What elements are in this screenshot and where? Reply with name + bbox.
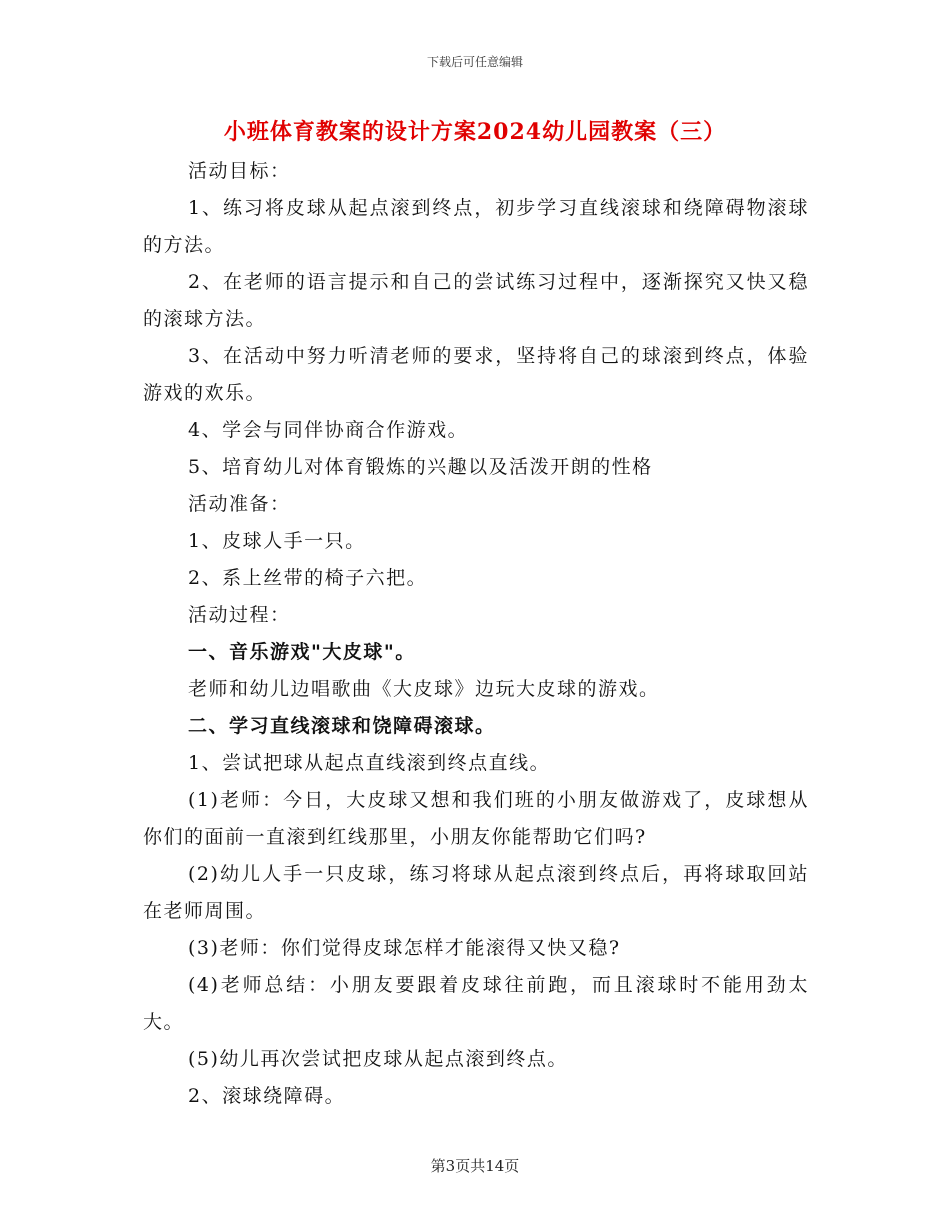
paragraph: 二、学习直线滚球和饶障碍滚球。	[188, 715, 496, 737]
paragraph: 1、尝试把球从起点直线滚到终点直线。	[188, 752, 551, 774]
paragraph: (1)老师：今日，大皮球又想和我们班的小朋友做游戏了，皮球想从你们的面前一直滚到红线那里，小朋友你能帮助它们吗?	[143, 789, 809, 848]
document-title: 小班体育教案的设计方案2024幼儿园教案（三）	[223, 119, 727, 145]
paragraph: (2)幼儿人手一只皮球，练习将球从起点滚到终点后，再将球取回站在老师周围。	[143, 863, 809, 922]
paragraph: 2、在老师的语言提示和自己的尝试练习过程中，逐渐探究又快又稳的滚球方法。	[143, 271, 809, 330]
paragraph: 活动准备：	[188, 493, 291, 515]
paragraph: 4、学会与同伴协商合作游戏。	[188, 419, 469, 441]
page-footer: 第3页共14页	[430, 1157, 520, 1175]
paragraph: 2、滚球绕障碍。	[188, 1085, 346, 1107]
paragraph: 1、练习将皮球从起点滚到终点，初步学习直线滚球和绕障碍物滚球的方法。	[143, 197, 809, 256]
paragraph: 5、培育幼儿对体育锻炼的兴趣以及活泼开朗的性格	[188, 456, 653, 478]
paragraph: 2、系上丝带的椅子六把。	[188, 567, 428, 589]
header-note: 下载后可任意编辑	[426, 55, 523, 69]
paragraph: 1、皮球人手一只。	[188, 530, 366, 552]
paragraph: 一、音乐游戏"大皮球"。	[188, 641, 416, 663]
paragraph: 3、在活动中努力听清老师的要求，坚持将自己的球滚到终点，体验游戏的欢乐。	[143, 345, 809, 404]
document-body	[143, 153, 809, 1115]
paragraph: (5)幼儿再次尝试把皮球从起点滚到终点。	[188, 1048, 568, 1070]
paragraph: 老师和幼儿边唱歌曲《大皮球》边玩大皮球的游戏。	[188, 678, 660, 700]
paragraph: 活动过程：	[188, 604, 291, 626]
paragraph: 活动目标：	[188, 160, 291, 182]
paragraph: (4)老师总结：小朋友要跟着皮球往前跑，而且滚球时不能用劲太大。	[143, 974, 809, 1033]
paragraph: (3)老师：你们觉得皮球怎样才能滚得又快又稳?	[188, 937, 621, 959]
